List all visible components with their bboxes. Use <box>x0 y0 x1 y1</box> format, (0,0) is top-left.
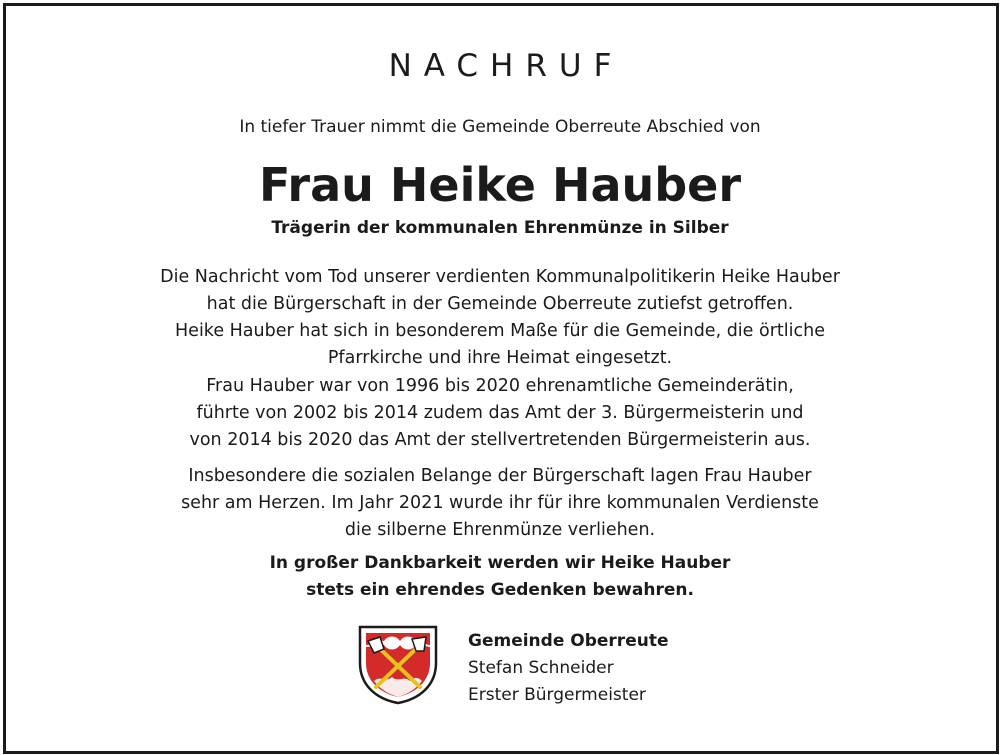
paragraph-line: Pfarrkirche und ihre Heimat eingesetzt. <box>327 348 673 368</box>
notice-heading: NACHRUF <box>388 48 624 84</box>
signature-person: Stefan Schneider <box>468 658 614 678</box>
paragraph-line: von 2014 bis 2020 das Amt der stellvertretenden Bürgermeisterin aus. <box>189 430 811 450</box>
paragraph-tribute <box>100 264 900 372</box>
closing-line: stets ein ehrendes Gedenken bewahren. <box>306 580 694 600</box>
paragraph-career <box>100 373 900 454</box>
paragraph-merits <box>100 463 900 544</box>
paragraph-line: Insbesondere die sozialen Belange der Bürgerschaft lagen Frau Hauber <box>188 466 812 486</box>
closing-line: In großer Dankbarkeit werden wir Heike Hauber <box>269 553 731 573</box>
paragraph-line: Heike Hauber hat sich in besonderem Maße für die Gemeinde, die örtliche <box>175 321 825 341</box>
honor-line: Trägerin der kommunalen Ehrenmünze in Silber <box>271 218 729 238</box>
paragraph-line: sehr am Herzen. Im Jahr 2021 wurde ihr für ihre kommunalen Verdienste <box>181 493 819 513</box>
coat-of-arms-icon <box>354 623 442 705</box>
paragraph-line: Die Nachricht vom Tod unserer verdienten Kommunalpolitikerin Heike Hauber <box>160 267 840 287</box>
paragraph-line: führte von 2002 bis 2014 zudem das Amt der 3. Bürgermeisterin und <box>196 403 804 423</box>
paragraph-line: Frau Hauber war von 1996 bis 2020 ehrenamtliche Gemeinderätin, <box>206 376 794 396</box>
deceased-name: Frau Heike Hauber <box>258 158 742 212</box>
signature-organization: Gemeinde Oberreute <box>468 631 669 651</box>
signature-role: Erster Bürgermeister <box>468 685 646 705</box>
paragraph-line: hat die Bürgerschaft in der Gemeinde Oberreute zutiefst getroffen. <box>206 294 794 314</box>
intro-line: In tiefer Trauer nimmt die Gemeinde Oberreute Abschied von <box>239 117 761 137</box>
paragraph-line: die silberne Ehrenmünze verliehen. <box>344 520 656 540</box>
signature-block <box>468 628 668 709</box>
closing-statement <box>100 550 900 604</box>
